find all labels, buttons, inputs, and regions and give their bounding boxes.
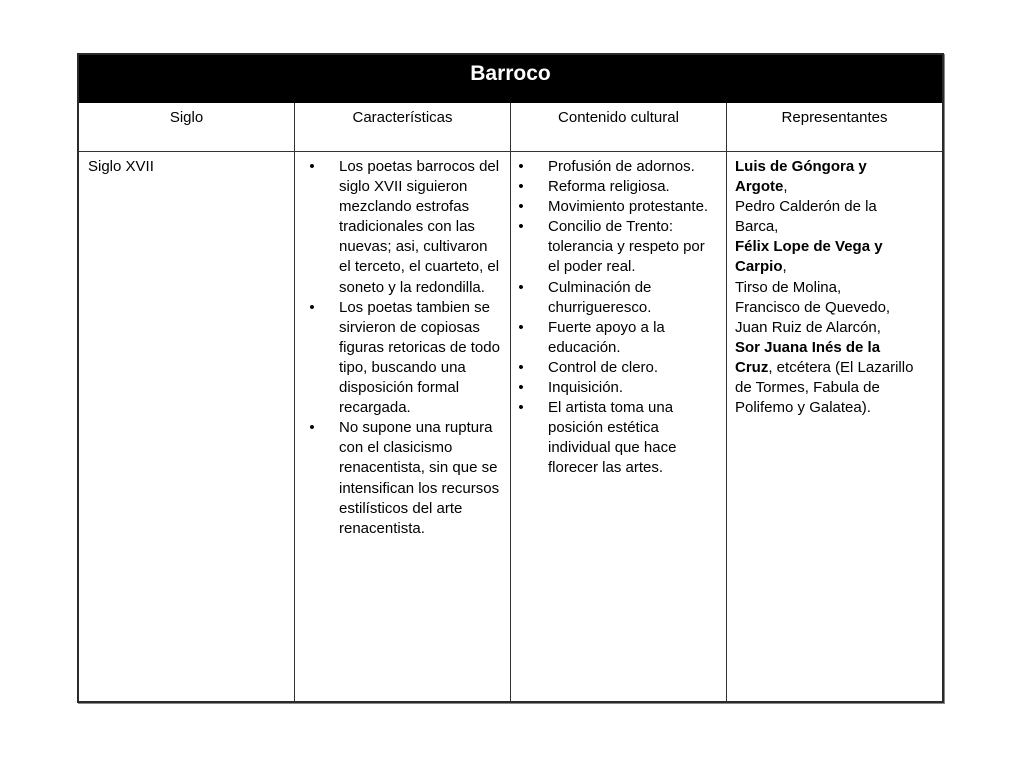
bullet-icon: • [518,278,524,296]
list-item: • No supone una ruptura con el clasicismo renacentista, sin que se intensifican los recursos estilísticos del arte renacentista. [305,418,502,539]
list-item: • El artista toma una posición estética individual que hace florecer las artes. [514,398,718,478]
list-item: • Profusión de adornos. [514,157,718,177]
bullet-icon: • [518,379,524,397]
bullet-icon: • [309,419,315,437]
header-representantes: Representantes [781,109,888,126]
header-contenido-cultural: Contenido cultural [558,109,679,126]
bullet-icon: • [518,198,524,216]
list-item: • Los poetas tambien se sirvieron de copiosas figuras retoricas de todo tipo, buscando una disposición formal recargada. [305,298,502,419]
bullet-icon: • [518,158,524,175]
header-caracteristicas: Características [352,109,453,126]
cell-contenido-cultural [511,152,726,701]
list-item: • Los poetas barrocos del siglo XVII siguieron mezclando estrofas tradicionales con las nuevas; asi, cultivaron el terceto, el cuarteto, el soneto y la redondilla. [305,157,502,298]
bullet-icon: • [518,399,524,417]
representante-tirso: Tirso de Molina, [735,278,842,296]
list-item: • Movimiento protestante. [514,197,718,217]
representante-sor-juana: Sor Juana Inés de la Cruz, etcétera (El Lazarillo de Tormes, Fabula de Polifemo y Galatea). [735,338,914,417]
list-item: • Reforma religiosa. [514,177,718,197]
list-item: • Inquisición. [514,378,718,398]
table-title: Barroco [79,55,942,103]
cell-representantes [727,152,942,701]
cell-caracteristicas [295,152,510,701]
representante-calderon: Pedro Calderón de la Barca, [735,198,877,236]
list-item: • Concilio de Trento: tolerancia y respeto por el poder real. [514,217,718,277]
bullet-icon: • [518,358,524,376]
list-item: • Control de clero. [514,358,718,378]
bullet-icon: • [518,318,524,336]
representante-lope-de-vega: Félix Lope de Vega y Carpio, [735,238,883,276]
list-item: • Fuerte apoyo a la educación. [514,318,718,358]
bullet-icon: • [518,178,524,196]
barroco-table [77,53,944,703]
representante-gongora: Luis de Góngora y Argote, [735,158,867,196]
bullet-icon: • [518,218,524,236]
list-item: • Culminación de churrigueresco. [514,278,718,318]
representante-quevedo: Francisco de Quevedo, [735,298,891,316]
representante-alarcon: Juan Ruiz de Alarcón, [735,318,881,336]
header-siglo: Siglo [169,109,204,126]
bullet-icon: • [309,158,315,175]
content-row [79,152,942,701]
siglo-value: Siglo XVII [88,158,154,175]
cell-siglo [79,152,294,701]
bullet-icon: • [309,298,315,316]
caracteristicas-list [305,157,502,539]
contenido-cultural-list [514,157,718,479]
